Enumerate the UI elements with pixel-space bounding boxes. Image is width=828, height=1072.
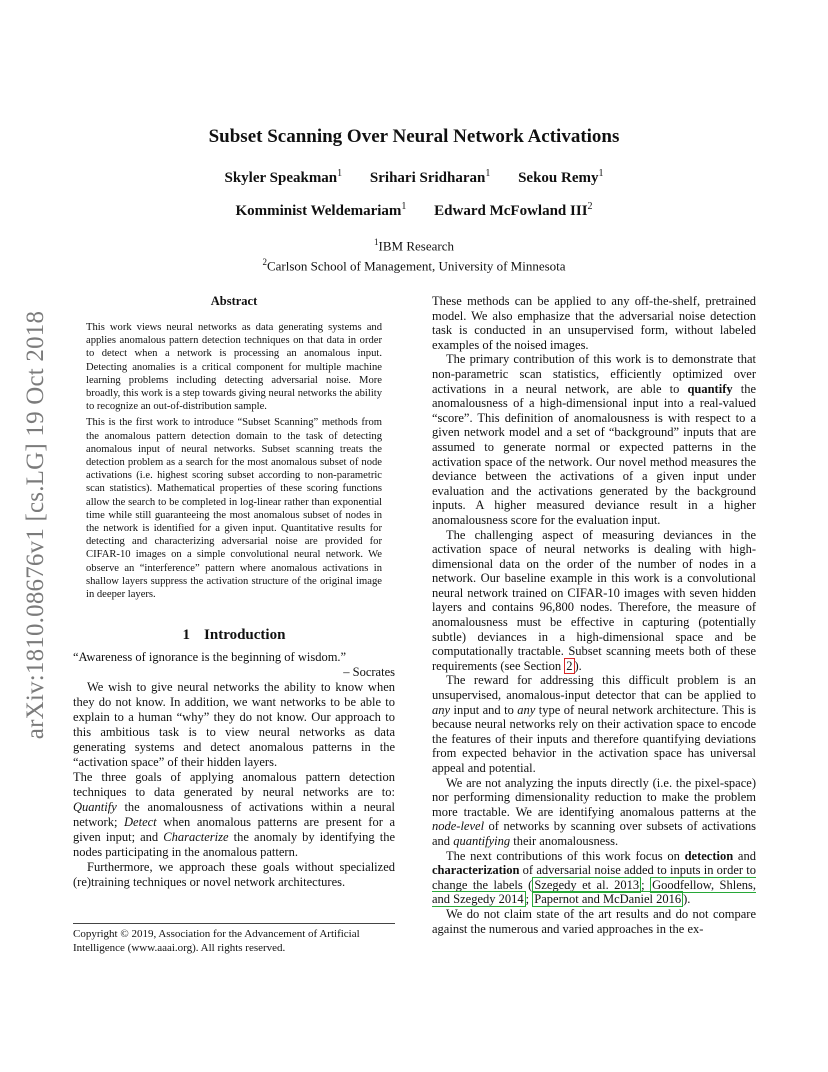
authors-row-1 [0,168,828,187]
epigraph-quote: “Awareness of ignorance is the beginning of wisdom.” [73,650,347,665]
arxiv-stamp-text: arXiv:1810.08676v1 [cs.LG] 19 Oct 2018 [22,310,49,740]
author: Skyler Speakman$^1$ [224,168,343,186]
left-column [73,294,395,890]
affiliation: $^1$IBM Research [374,237,454,254]
abstract-paragraph: This is the first work to introduce “Subset Scanning” methods from the anomalous pattern detection domain to the task of detecting anomalous input of neural networks. Subset scanning treats the detection problem as a search for the most anomalous subset of node activations (i.e. highest scoring subset according to non-parametric scan statistics). Mathematical properties of these scoring functions allow the search to be completed in log-linear rather than exponential time while still guaranteeing the most anomalous subset of nodes in the network is identified for a given input. Quantitative results for detecting and characterizing adversarial noise are provided for CIFAR-10 images on a simple convolutional neural network. We observe an “interference” pattern where anomalous activations in shallow layers suppress the activation structure of the original image in deeper layers. [86,417,382,601]
right-column [432,294,756,936]
body-paragraph: We wish to give neural networks the ability to know when they do not know. In addition, we want networks to be able to explain to a human “why” they do not know. Our approach to this ambitious task is to view neural networks as data generating systems and detect anomalous patterns in the “activation space” of their hidden layers. [73,680,395,770]
author: Sekou Remy$^1$ [518,168,604,186]
authors-row-2 [0,201,828,220]
body-paragraph: We do not claim state of the art results and do not compare against the numerous and varied approaches in the ex- [432,906,756,936]
body-paragraph: The primary contribution of this work is to demonstrate that non-parametric scan statistics, efficiently optimized over activations in a neural network, are able to quantify the anomalousness of a high-dimensional input into a real-valued “score”. This definition of anomalousness is with respect to a given network model and a set of “background” inputs that are assumed to generate normal or expected patterns in the activation space of the network. Our novel method measures the deviance between the activations of a given input under evaluation and the activations generated by the background inputs. A higher measured deviance result in a higher anomalousness score for the evaluation input. [432,352,756,527]
body-paragraph: The challenging aspect of measuring deviances in the activation space of neural networks is dealing with high-dimensional data on the order of the number of nodes in a network. Our baseline example in this work is a convolutional neural network trained on CIFAR-10 images with seven hidden layers and contains 96,800 nodes. Therefore, the measure of anomalousness must be effective in capturing (potentially subtle) deviances in a high-dimensional space and be computationally tractable. Subset scanning meets both of these requirements (see Section 2 ). [432,527,756,673]
affiliations [0,234,828,275]
body-paragraph: The reward for addressing this difficult problem is an unsupervised, anomalous-input detector that can be applied to any input and to any type of neural network architecture. This is because neural networks rely on their activation space to encode the features of their inputs and therefore quantifying deviations from expected behavior in the activation space has universal appeal and potential. [432,673,757,775]
abstract-paragraph: This work views neural networks as data generating systems and applies anomalous pattern detection techniques on that data in order to detect when a network is processing an anomalous input. Detecting anomalies is a critical component for multiple machine learning problems including detecting adversarial noise. More broadly, this work is a step towards giving neural networks the ability to recognize an out-of-distribution sample. [86,322,382,413]
paper-header [0,126,828,275]
author: Komminist Weldemariam$^1$ [235,201,407,219]
body-paragraph: The three goals of applying anomalous pattern detection techniques to data generated by neural networks are to: Quantify the anomalousness of activations within a neural network; Detect when anomalous patterns are present for a given input; and Characterize the anomaly by identifying the nodes participating in the anomalous pattern. [73,770,395,860]
author: Edward McFowland III$^2$ [434,201,593,219]
author: Srihari Sridharan$^1$ [369,168,491,186]
abstract-heading: Abstract [210,294,258,308]
citation-link[interactable]: Szegedy et al. 2013 [534,877,640,892]
copyright-notice: Copyright © 2019, Association for the Advancement of Artificial Intelligence (www.aaai.org). All rights reserved. [73,923,395,955]
arxiv-stamp [14,290,58,760]
section-heading-introduction: 1 Introduction [182,627,286,644]
section-reference-link[interactable]: 2 [566,658,573,673]
epigraph-attribution: – Socrates [343,665,395,680]
citation-link[interactable]: Papernot and McDaniel 2016 [534,892,682,907]
paper-title: Subset Scanning Over Neural Network Activations [208,126,620,147]
citation-link[interactable]: Goodfellow, Shlens, and Szegedy 2014 [432,877,757,907]
body-paragraph: We are not analyzing the inputs directly (i.e. the pixel-space) nor performing dimensionality reduction to make the problem more tractable. We are identifying anomalous patterns at the node-level of networks by scanning over subsets of activations and quantifying their anomalousness. [432,775,756,848]
affiliation: $^2$Carlson School of Management, University of Minnesota [262,257,566,274]
body-paragraph: The next contributions of this work focus on detection and characterization of adversarial noise added to inputs in order to change the labels ( Szegedy et al. 2013 ; Goodfellow, Shlens, and Szegedy 2014 ; Papernot and McDaniel 2016 ). [432,848,757,907]
body-paragraph: Furthermore, we approach these goals without specialized (re)training techniques or novel network architectures. [73,860,395,890]
body-paragraph: These methods can be applied to any off-the-shelf, pretrained model. We also emphasize that the adversarial noise detection task is conducted in an unsupervised form, without labeled examples of the noised images. [432,294,756,352]
